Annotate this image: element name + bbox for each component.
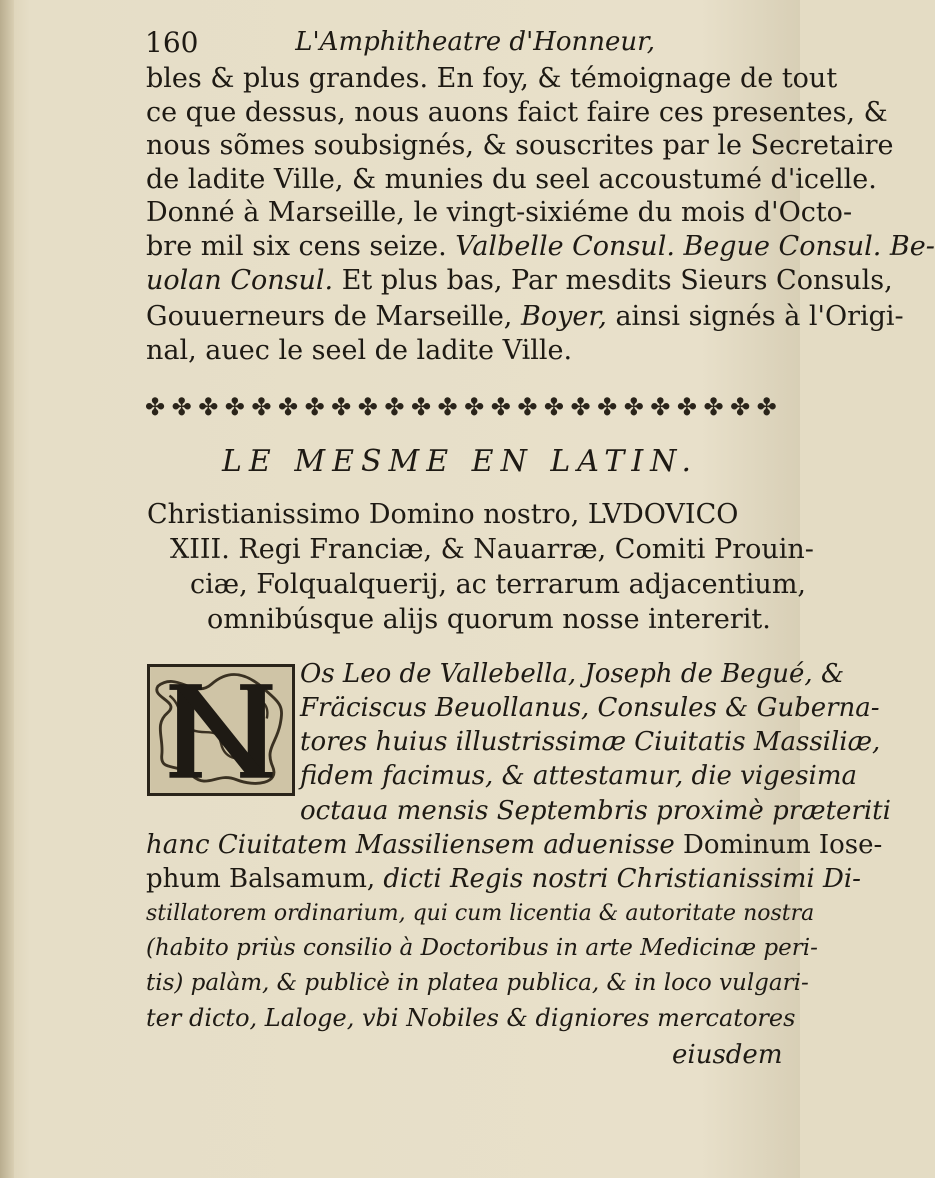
address-line: XIII. Regi Franciæ, & Nauarræ, Comiti Prouin- — [170, 534, 814, 565]
fleuron-icon: ✤ — [277, 393, 299, 421]
text-line: ce que dessus, nous auons faict faire ces presentes, & — [146, 97, 888, 128]
text-line: nous sõmes soubsignés, & souscrites par le Secretaire — [146, 130, 894, 161]
text-line: Fräciscus Beuollanus, Consules & Guberna- — [300, 693, 880, 723]
text-line: tores huius illustrissimæ Ciuitatis Massiliæ, — [300, 727, 881, 757]
text-line: stillatorem ordinarium, qui cum licentia & autoritate nostra — [146, 901, 815, 926]
text-line: de ladite Ville, & munies du seel accoustumé d'icelle. — [146, 164, 877, 195]
fleuron-icon: ✤ — [623, 393, 644, 421]
page-number: 160 — [145, 25, 199, 59]
text-line — [146, 266, 893, 296]
fleuron-icon: ✤ — [437, 393, 458, 421]
text-line: Os Leo de Vallebella, Joseph de Begué, & — [300, 659, 845, 689]
text-line: tis) palàm, & publicè in platea publica, & in loco vulgari- — [146, 970, 809, 996]
fleuron-icon: ✤ — [756, 393, 777, 421]
fleuron-icon: ✤ — [676, 393, 697, 421]
ornament-band — [145, 392, 777, 422]
fleuron-icon: ✤ — [224, 393, 245, 421]
ornamental-initial-icon — [147, 664, 295, 796]
text-line: nal, auec le seel de ladite Ville. — [146, 335, 573, 366]
running-title: L'Amphitheatre d'Honneur, — [295, 27, 655, 57]
text-span: Gouuerneurs de Marseille, — [146, 301, 513, 332]
fleuron-icon: ✤ — [331, 393, 352, 421]
text-line: octaua mensis Septembris proximè præteriti — [300, 796, 891, 826]
fleuron-icon: ✤ — [304, 393, 325, 421]
fleuron-icon: ✤ — [703, 393, 724, 421]
fleuron-icon: ✤ — [464, 393, 485, 421]
fleuron-icon: ✤ — [384, 393, 405, 421]
fleuron-icon: ✤ — [357, 393, 378, 421]
text-span: phum Balsamum, — [146, 864, 376, 894]
text-span: hanc Ciuitatem Massiliensem aduenisse — [146, 830, 675, 860]
fleuron-icon: ✤ — [517, 393, 538, 421]
text-line: bles & plus grandes. En foy, & témoignage de tout — [146, 63, 838, 94]
text-line — [146, 302, 904, 332]
fleuron-icon: ✤ — [251, 393, 272, 421]
text-line: fidem facimus, & attestamur, die vigesima — [300, 761, 858, 791]
page-gutter — [0, 0, 14, 1178]
text-span: dicti Regis nostri Christianissimi Di- — [383, 864, 861, 894]
signature-span: Boyer, — [520, 301, 607, 332]
signature-span: uolan Consul. — [146, 265, 334, 296]
fleuron-icon: ✤ — [410, 393, 432, 421]
text-line: ter dicto, Laloge, vbi Nobiles & digniores mercatores — [146, 1004, 796, 1032]
fleuron-icon: ✤ — [543, 393, 565, 421]
address-line: ciæ, Folqualquerij, ac terrarum adjacentium, — [190, 569, 807, 600]
section-heading: LE MESME EN LATIN. — [222, 444, 699, 479]
signature-span: Valbelle Consul. Begue Consul. Be- — [455, 231, 935, 262]
fleuron-icon: ✤ — [145, 393, 166, 421]
text-span: bre mil six cens seize. — [146, 231, 447, 262]
fleuron-icon: ✤ — [570, 393, 591, 421]
fleuron-icon: ✤ — [650, 393, 671, 421]
text-line — [146, 864, 861, 894]
text-span: Et plus bas, Par mesdits Sieurs Consuls, — [341, 265, 893, 296]
text-line — [146, 232, 935, 262]
text-line — [146, 830, 882, 860]
address-line: omnibúsque alijs quorum nosse intererit. — [207, 604, 771, 635]
fleuron-icon: ✤ — [597, 393, 618, 421]
text-span: Dominum Iose- — [683, 830, 883, 860]
fleuron-icon: ✤ — [198, 393, 219, 421]
text-span: ainsi signés à l'Origi- — [615, 301, 904, 332]
initial-n-icon — [150, 667, 292, 793]
catchword: eiusdem — [672, 1040, 783, 1070]
fleuron-icon: ✤ — [730, 393, 751, 421]
address-line: Christianissimo Domino nostro, LVDOVICO — [147, 499, 739, 530]
fleuron-icon: ✤ — [171, 393, 192, 421]
text-line: Donné à Marseille, le vingt-sixiéme du mois d'Octo- — [146, 197, 853, 228]
text-line: (habito priùs consilio à Doctoribus in arte Medicinæ peri- — [146, 935, 818, 961]
running-head — [145, 20, 665, 64]
fleuron-icon: ✤ — [490, 393, 511, 421]
